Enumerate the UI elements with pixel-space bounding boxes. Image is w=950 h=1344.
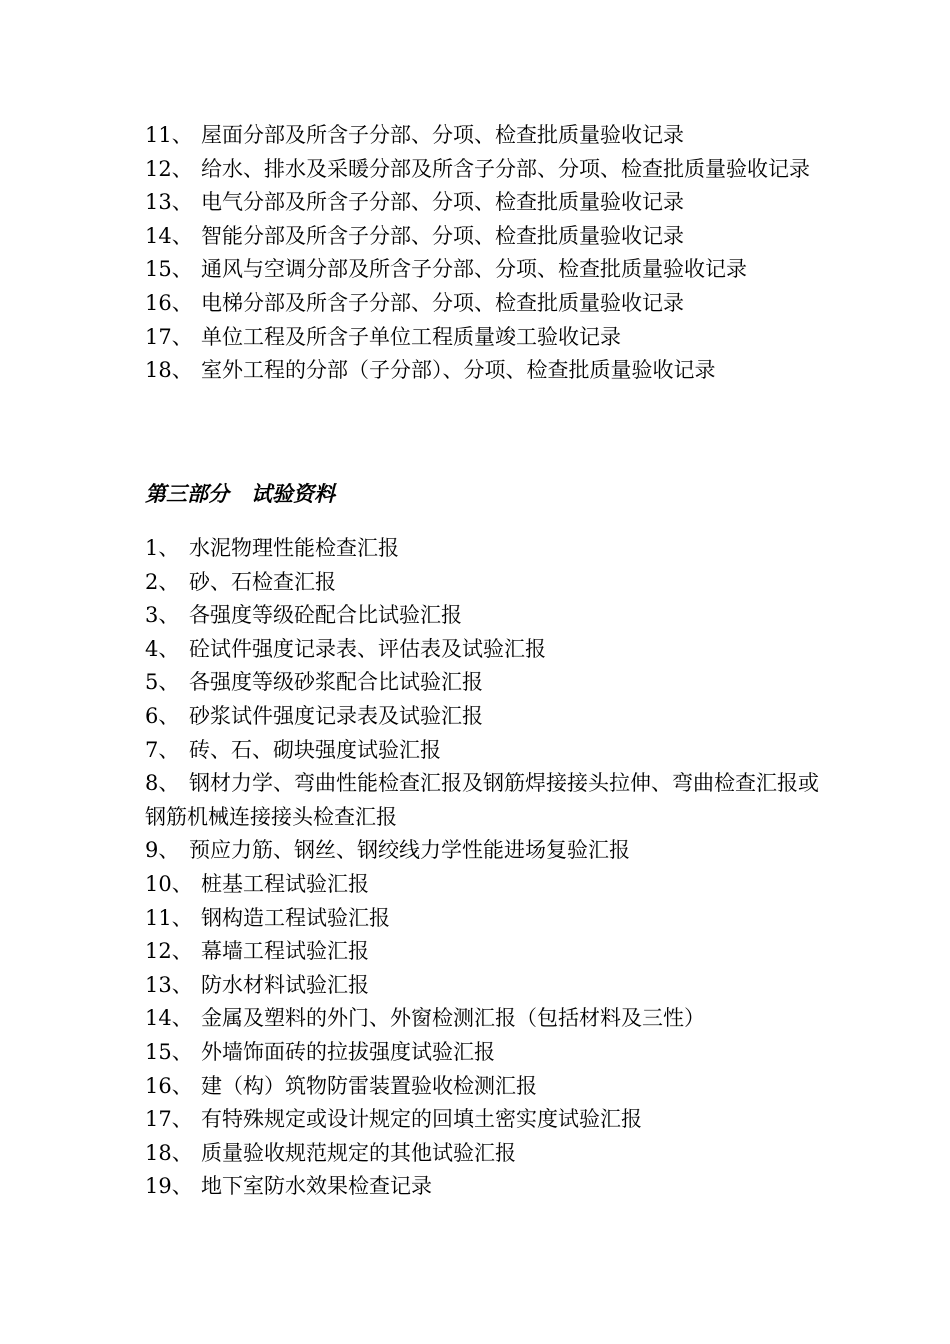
item-number: 18、 [145,1140,193,1165]
item-number: 17、 [145,1107,193,1132]
list-item [145,119,825,153]
item-text: 防水材料试验汇报 [201,972,369,997]
list-item [145,599,825,633]
list-item [145,220,825,254]
item-number: 13、 [145,972,193,997]
list-item [145,1002,825,1036]
item-text: 各强度等级砂浆配合比试验汇报 [189,670,483,695]
list-item [145,566,825,600]
item-text: 预应力筋、钢丝、钢绞线力学性能进场复验汇报 [189,838,630,863]
item-number: 18、 [145,358,193,383]
item-text: 砂、石检查汇报 [189,569,336,594]
item-text: 各强度等级砼配合比试验汇报 [189,603,462,628]
item-number: 6、 [145,703,180,728]
list-item [145,1070,825,1104]
list-item [145,287,825,321]
item-number: 11、 [145,123,193,147]
heading-part: 第三部分 [145,481,229,506]
section-heading [145,477,335,510]
item-number: 5、 [145,670,180,695]
item-number: 7、 [145,737,180,762]
list-item [145,153,825,187]
item-number: 1、 [145,536,180,560]
item-number: 19、 [145,1174,193,1199]
section3-list [145,532,825,1204]
item-text: 智能分部及所含子分部、分项、检查批质量验收记录 [201,223,684,248]
item-text: 给水、排水及采暖分部及所含子分部、分项、检查批质量验收记录 [201,156,810,181]
item-text: 建（构）筑物防雷装置验收检测汇报 [201,1073,537,1098]
item-number: 17、 [145,324,193,349]
item-text: 地下室防水效果检查记录 [201,1174,432,1199]
item-number: 9、 [145,838,180,863]
item-text: 电气分部及所含子分部、分项、检查批质量验收记录 [201,190,684,215]
list-item [145,834,825,868]
item-text: 钢构造工程试验汇报 [201,905,390,930]
list-item [145,186,825,220]
item-number: 16、 [145,1073,193,1098]
item-number: 12、 [145,939,193,964]
list-item [145,253,825,287]
list-item [145,767,825,834]
list-item [145,700,825,734]
section2-list [145,119,825,388]
item-text: 金属及塑料的外门、外窗检测汇报（包括材料及三性） [201,1006,705,1031]
item-number: 4、 [145,636,180,661]
item-number: 15、 [145,257,193,282]
item-text: 室外工程的分部（子分部）、分项、检查批质量验收记录 [201,358,716,383]
item-number: 13、 [145,190,193,215]
list-item [145,734,825,768]
item-text: 电梯分部及所含子分部、分项、检查批质量验收记录 [201,290,684,315]
item-text: 砂浆试件强度记录表及试验汇报 [189,703,483,728]
list-item [145,868,825,902]
item-number: 14、 [145,1006,193,1031]
list-item [145,935,825,969]
item-number: 8、 [145,771,180,796]
item-number: 14、 [145,223,193,248]
item-text: 通风与空调分部及所含子分部、分项、检查批质量验收记录 [201,257,747,282]
item-text: 桩基工程试验汇报 [201,871,369,896]
list-item [145,532,825,566]
item-text: 屋面分部及所含子分部、分项、检查批质量验收记录 [201,123,684,147]
list-item [145,321,825,355]
item-number: 3、 [145,603,180,628]
list-item [145,902,825,936]
item-text: 单位工程及所含子单位工程质量竣工验收记录 [201,324,621,349]
item-text: 水泥物理性能检查汇报 [189,536,399,560]
list-item [145,1103,825,1137]
list-item [145,666,825,700]
list-item [145,1137,825,1171]
list-item [145,354,825,388]
item-number: 2、 [145,569,180,594]
item-text: 外墙饰面砖的拉拔强度试验汇报 [201,1039,495,1064]
item-number: 11、 [145,905,193,930]
item-text: 砖、石、砌块强度试验汇报 [189,737,441,762]
item-text: 钢材力学、弯曲性能检查汇报及钢筋焊接接头拉伸、弯曲检查汇报或钢筋机械连接接头检查汇报 [145,771,819,829]
list-item [145,969,825,1003]
item-number: 16、 [145,290,193,315]
item-number: 10、 [145,871,193,896]
item-text: 幕墙工程试验汇报 [201,939,369,964]
item-number: 12、 [145,156,193,181]
item-number: 15、 [145,1039,193,1064]
item-text: 有特殊规定或设计规定的回填土密实度试验汇报 [201,1107,642,1132]
item-text: 砼试件强度记录表、评估表及试验汇报 [189,636,546,661]
heading-title: 试验资料 [251,481,335,506]
list-item [145,633,825,667]
list-item [145,1036,825,1070]
item-text: 质量验收规范规定的其他试验汇报 [201,1140,516,1165]
list-item [145,1170,825,1204]
